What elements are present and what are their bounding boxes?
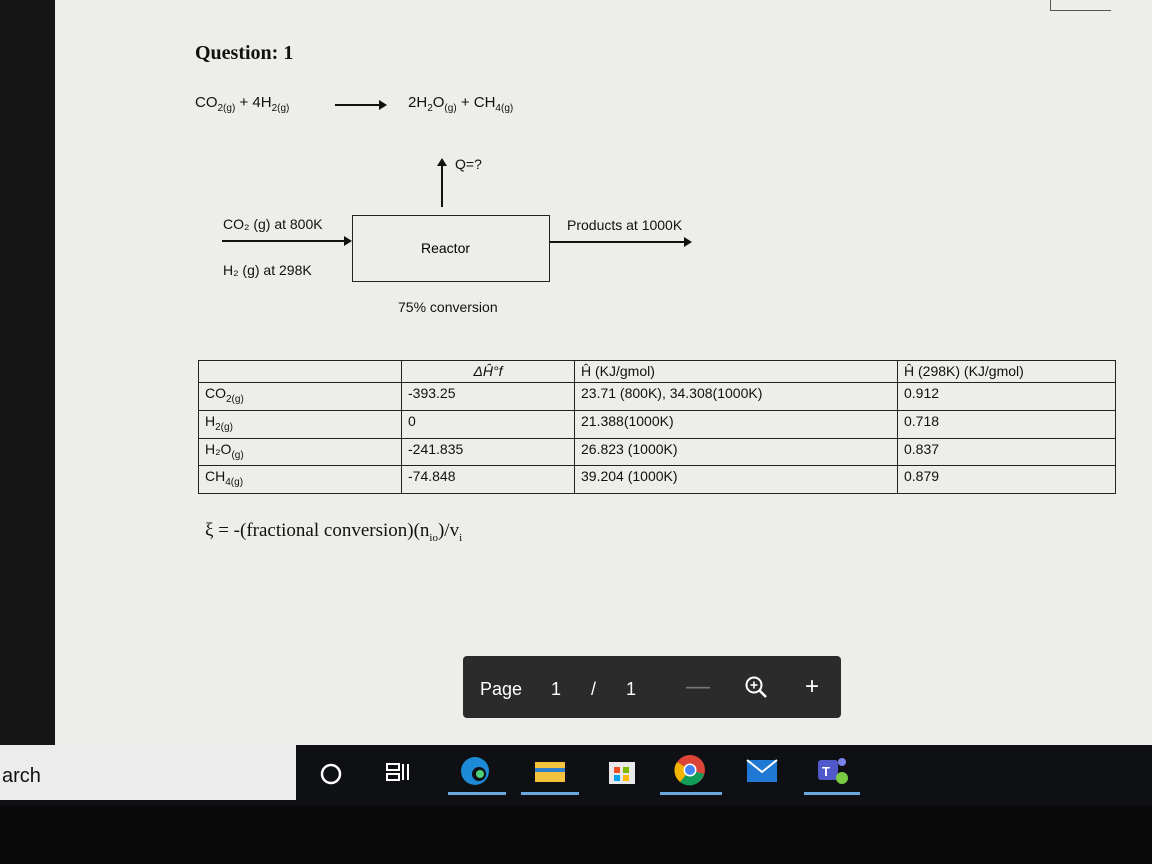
- zoom-in-button[interactable]: +: [804, 673, 819, 700]
- cortana-icon[interactable]: [313, 752, 353, 788]
- heat-label: Q=?: [455, 156, 482, 172]
- products-equation: $2H_2O_{(g)} + CH_{4(g)}$: [408, 94, 514, 114]
- page-label: Page: [480, 679, 523, 699]
- reactants: $CO_{2(g)} + 4H_{2(g)}$: [195, 94, 290, 114]
- file-explorer-icon[interactable]: [530, 752, 570, 788]
- reactor-label: Reactor: [421, 240, 471, 256]
- total-pages: 1: [626, 679, 637, 699]
- svg-text:T: T: [822, 764, 830, 779]
- taskbar-search-box[interactable]: arch: [0, 745, 296, 800]
- feed-h2-label: H₂ (g) at 298K: [223, 262, 312, 278]
- edge-icon[interactable]: [456, 752, 496, 788]
- table-row: $H_2O_{(g)}$ -241.835 26.823 (1000K) 0.837: [199, 438, 1116, 466]
- teams-icon[interactable]: [812, 752, 852, 788]
- reactor-box: [352, 215, 550, 282]
- page-separator: /: [591, 679, 597, 699]
- question-title: Question: 1: [195, 42, 294, 64]
- property-table: [198, 360, 1116, 494]
- mail-icon[interactable]: [742, 752, 782, 788]
- zoom-icon[interactable]: [741, 672, 771, 702]
- heat-arrow: [441, 164, 443, 207]
- product-arrow: [550, 241, 690, 243]
- page-toolbar: [463, 656, 841, 718]
- table-header-row: ΔĤ°f Ĥ (KJ/gmol) Ĥ (298K) (KJ/gmol): [199, 361, 1116, 383]
- teams-active-indicator: [804, 792, 860, 795]
- zoom-out-button[interactable]: —: [686, 673, 710, 700]
- extent-formula: ξ = -(fractional $conversion)(n_{io})/v_i$: [205, 520, 463, 544]
- screen-bezel: [0, 0, 55, 745]
- feed-arrow: [222, 240, 350, 242]
- edge-active-indicator: [448, 792, 506, 795]
- task-view-icon[interactable]: [378, 752, 418, 788]
- table-row: $CH_{4(g)}$ -74.848 39.204 (1000K) 0.879: [199, 466, 1116, 494]
- store-icon[interactable]: [602, 752, 642, 788]
- screen-bottom-bezel: [0, 805, 1152, 864]
- chrome-icon[interactable]: [670, 752, 710, 788]
- table-row: $CO_{2(g)}$ -393.25 23.71 (800K), 34.308(1000K) 0.912: [199, 383, 1116, 411]
- explorer-active-indicator: [521, 792, 579, 795]
- products-label: Products at 1000K: [567, 217, 683, 233]
- page-top-edge: [1050, 0, 1111, 11]
- chrome-active-indicator: [660, 792, 722, 795]
- current-page-input[interactable]: 1: [551, 679, 562, 699]
- table-row: $H_{2(g)}$ 0 21.388(1000K) 0.718: [199, 410, 1116, 438]
- conversion-label: 75% conversion: [398, 299, 498, 315]
- feed-co2-label: CO₂ (g) at 800K: [223, 216, 323, 232]
- reaction-arrow: [335, 104, 385, 106]
